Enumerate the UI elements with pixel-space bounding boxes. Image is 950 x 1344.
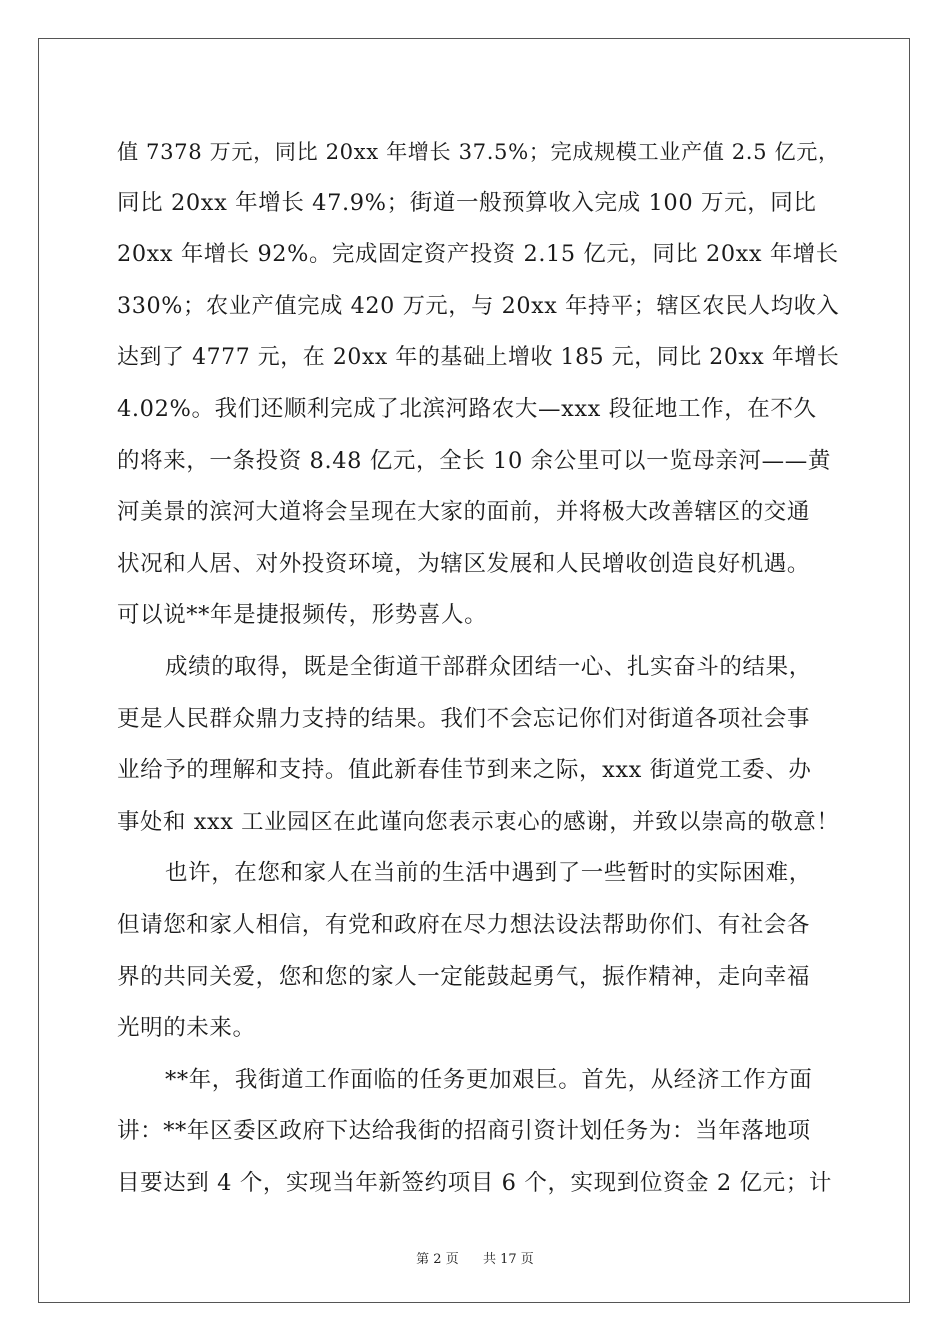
text-line: 达到了 4777 元，在 20xx 年的基础上增收 185 元，同比 20xx 年增长 <box>117 345 840 371</box>
text-line: 状况和人居、对外投资环境，为辖区发展和人民增收创造良好机遇。 <box>117 550 811 577</box>
document-body <box>117 126 840 1209</box>
text-line: 330%；农业产值完成 420 万元，与 20xx 年持平；辖区农民人均收入 <box>117 292 840 319</box>
text-line: 也许，在您和家人在当前的生活中遇到了一些暂时的实际困难， <box>165 860 812 887</box>
text-line: 更是人民群众鼎力支持的结果。我们不会忘记你们对街道各项社会事 <box>117 705 811 732</box>
text-line: 可以说**年是捷报频传，形势喜人。 <box>117 602 488 629</box>
page-number: 第 2 页 <box>416 1252 459 1267</box>
text-line: 目要达到 4 个，实现当年新签约项目 6 个，实现到位资金 2 亿元；计 <box>117 1169 832 1196</box>
paragraph-2 <box>117 642 840 848</box>
page-footer <box>0 1248 950 1267</box>
text-line: 的将来，一条投资 8.48 亿元，全长 10 余公里可以一览母亲河——黄 <box>117 447 831 474</box>
text-line: 20xx 年增长 92%。完成固定资产投资 2.15 亿元，同比 20xx 年增长 <box>117 241 839 268</box>
paragraph-4 <box>117 1055 837 1210</box>
text-line: 业给予的理解和支持。值此新春佳节到来之际，xxx 街道党工委、办 <box>117 757 812 784</box>
page-total: 共 17 页 <box>483 1252 534 1267</box>
paragraph-1 <box>117 126 840 642</box>
text-line: 但请您和家人相信，有党和政府在尽力想法设法帮助你们、有社会各 <box>117 911 811 938</box>
text-line: **年，我街道工作面临的任务更加艰巨。首先，从经济工作方面 <box>165 1066 813 1093</box>
text-line: 值 7378 万元，同比 20xx 年增长 37.5%；完成规模工业产值 2.5 亿元， <box>117 139 840 164</box>
text-line: 4.02%。我们还顺利完成了北滨河路农大—xxx 段征地工作，在不久 <box>117 395 817 422</box>
text-line: 光明的未来。 <box>117 1015 256 1042</box>
paragraph-3 <box>117 848 837 1054</box>
text-line: 事处和 xxx 工业园区在此谨向您表示衷心的感谢，并致以崇高的敬意！ <box>117 808 840 835</box>
text-line: 界的共同关爱，您和您的家人一定能鼓起勇气，振作精神，走向幸福 <box>117 963 811 990</box>
text-line: 成绩的取得，既是全街道干部群众团结一心、扎实奋斗的结果， <box>165 653 812 680</box>
text-line: 讲：**年区委区政府下达给我街的招商引资计划任务为：当年落地项 <box>117 1118 811 1145</box>
text-line: 同比 20xx 年增长 47.9%；街道一般预算收入完成 100 万元，同比 <box>117 189 817 216</box>
text-line: 河美景的滨河大道将会呈现在大家的面前，并将极大改善辖区的交通 <box>117 499 811 526</box>
